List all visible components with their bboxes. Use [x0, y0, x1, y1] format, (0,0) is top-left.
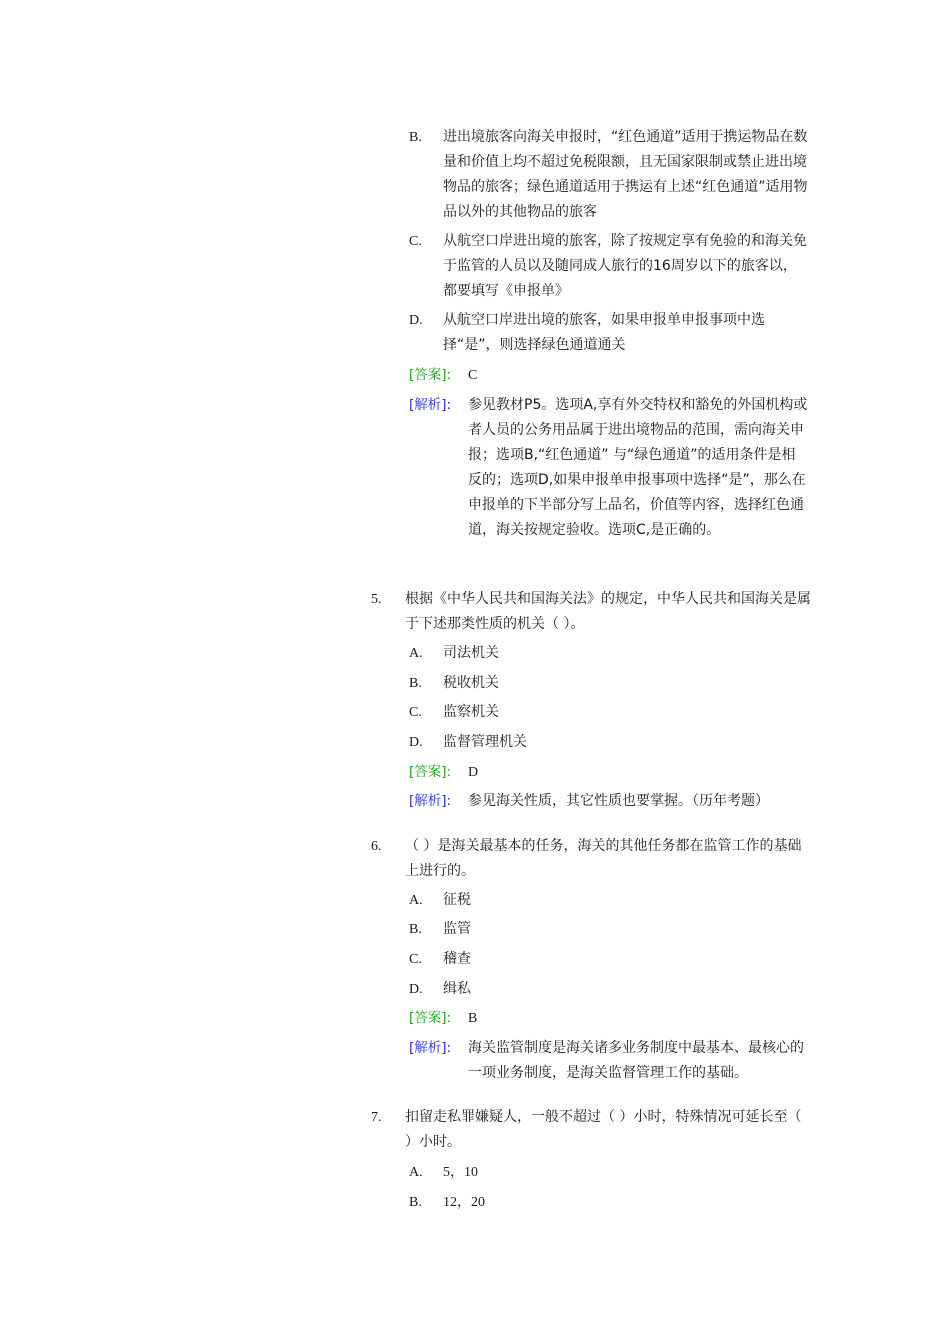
q6-explanation [409, 1036, 809, 1086]
option-letter: A. [409, 893, 423, 908]
option-letter: B. [409, 1195, 422, 1210]
answer-label: [答案]: [409, 764, 452, 780]
option-text: 监督管理机关 [443, 734, 527, 750]
option-letter: C. [409, 952, 422, 967]
option-text: 12，20 [443, 1195, 485, 1210]
q5-option-b [409, 671, 809, 696]
explanation-text: 海关监管制度是海关诸多业务制度中最基本、最核心的一项业务制度，是海关监督管理工作的基础。 [468, 1040, 804, 1081]
option-text: 5，10 [443, 1165, 478, 1180]
option-letter: D. [409, 735, 423, 750]
option-letter: A. [409, 1165, 423, 1180]
q5-option-c [409, 700, 809, 725]
explanation-label: [解析]: [409, 793, 452, 809]
option-text: 从航空口岸进出境的旅客，如果申报单申报事项中选择“是”，则选择绿色通道通关 [443, 312, 765, 353]
question-number: 7. [371, 1110, 382, 1125]
option-letter: C. [409, 234, 422, 249]
explanation-text: 参见教材P5。选项A,享有外交特权和豁免的外国机构或者人员的公务用品属于进出境物品的范围，需向海关申报；选项B,“红色通道” 与“绿色通道”的适用条件是相反的；选项D,如果申报单申报事项中选择“是”，那么在申报单的下半部分写上品名，价值等内容，选择红色通道，海关按规定验收。选项C,是正确的。 [468, 397, 808, 538]
question-number: 6. [371, 839, 382, 854]
option-letter: B. [409, 922, 422, 937]
option-text: 监管 [443, 921, 471, 937]
q6-option-a [409, 888, 809, 913]
option-text: 缉私 [443, 981, 471, 997]
q4-option-c [409, 229, 809, 304]
q7-option-b [409, 1190, 809, 1215]
option-letter: D. [409, 982, 423, 997]
option-text: 司法机关 [443, 645, 499, 661]
q4-answer [409, 363, 809, 388]
option-text: 监察机关 [443, 704, 499, 720]
option-text: 进出境旅客向海关申报时，“红色通道”适用于携运物品在数量和价值上均不超过免税限额，且无国家限制或禁止进出境物品的旅客；绿色通道适用于携运有上述“红色通道”适用物品以外的其他物品的旅客 [443, 129, 808, 220]
answer-value: D [468, 765, 479, 780]
q6-answer [409, 1006, 809, 1031]
option-text: 稽查 [443, 951, 471, 967]
question-stem: 根据《中华人民共和国海关法》的规定，中华人民共和国海关是属于下述那类性质的机关（ ）。 [405, 591, 811, 632]
q5-answer [409, 760, 809, 785]
q7-option-a [409, 1160, 809, 1185]
question-7 [371, 1105, 811, 1155]
q5-option-d [409, 730, 809, 755]
q4-option-d [409, 308, 809, 358]
q4-option-b [409, 125, 809, 225]
q4-explanation [409, 393, 809, 543]
option-letter: D. [409, 313, 423, 328]
answer-label: [答案]: [409, 1010, 452, 1026]
q6-option-c [409, 947, 809, 972]
option-letter: A. [409, 646, 423, 661]
option-letter: B. [409, 676, 422, 691]
explanation-text: 参见海关性质，其它性质也要掌握。（历年考题） [468, 793, 769, 809]
answer-value: B [468, 1011, 478, 1026]
option-letter: B. [409, 130, 422, 145]
option-text: 从航空口岸进出境的旅客，除了按规定享有免验的和海关免于监管的人员以及随同成人旅行的16周岁以下的旅客以，都要填写《申报单》 [443, 233, 807, 299]
question-number: 5. [371, 592, 382, 607]
q6-option-d [409, 977, 809, 1002]
question-5 [371, 587, 811, 637]
answer-label: [答案]: [409, 367, 452, 383]
question-stem: （ ）是海关最基本的任务，海关的其他任务都在监管工作的基础上进行的。 [405, 838, 802, 879]
answer-value: C [468, 368, 478, 383]
q5-option-a [409, 641, 809, 666]
q5-explanation [409, 789, 809, 814]
explanation-label: [解析]: [409, 1040, 452, 1056]
q6-option-b [409, 917, 809, 942]
option-letter: C. [409, 705, 422, 720]
question-stem: 扣留走私罪嫌疑人，一般不超过（ ）小时，特殊情况可延长至（ ）小时。 [405, 1109, 802, 1150]
explanation-label: [解析]: [409, 397, 452, 413]
option-text: 税收机关 [443, 675, 499, 691]
question-6 [371, 834, 811, 884]
option-text: 征税 [443, 892, 471, 908]
